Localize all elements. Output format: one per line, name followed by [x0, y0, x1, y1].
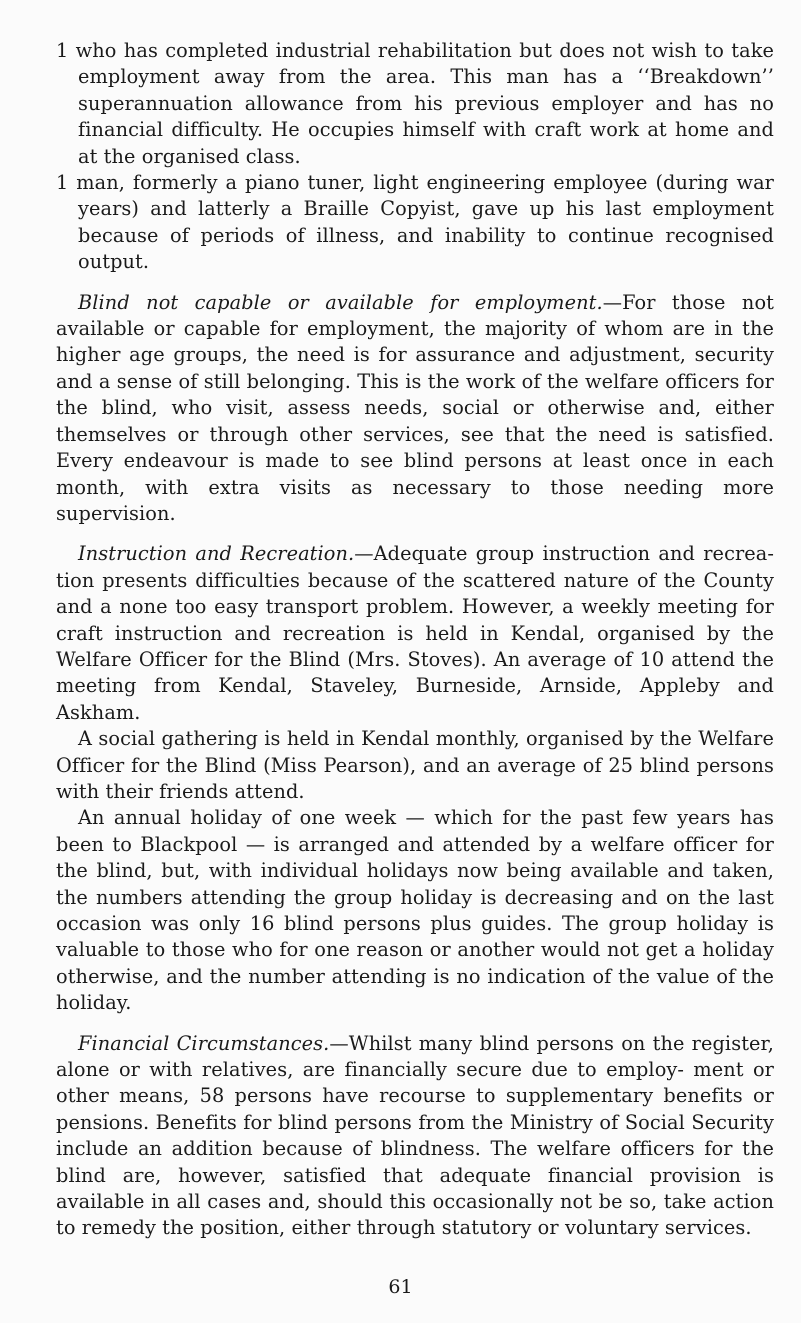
- paragraph-instruction-recreation: [56, 541, 774, 726]
- paragraph-annual-holiday: An annual holiday of one week — which for the past few years has been to Blackpool — is arranged and attended by a welfare officer for the blind, but, with individual holidays now being available and taken, the numbers attending the group holiday is decreasing and on the last occasion was only 16 blind persons plus guides. The group holiday is valuable to those who for one reason or another would not get a holiday otherwise, and the number attending is no indication of the value of the holiday.: [56, 806, 774, 1015]
- page-number: 61: [388, 1276, 413, 1298]
- section-text: —For those not available or capable for employment, the majority of whom are in the higher age groups, the need is for assurance and adjustment, security and a sense of still belonging. This is the work of the welfare officers for the blind, who visit, assess needs, social or otherwise and, either themselves or through other services, see that the need is satisfied. Every endeavour is made to see blind persons at least once in each month, with extra visits as necessary to those needing more supervision.: [56, 290, 774, 525]
- list-item: 1 who has completed industrial rehabilitation but does not wish to take employment away from the area. This man has a ‘‘Breakdown’’ superannuation allowance from his previous employer and has no financial difficulty. He occupies himself with craft work at home and at the organised class.: [56, 39, 774, 168]
- paragraph-social-gathering: A social gathering is held in Kendal monthly, organised by the Welfare Officer for the Blind (Miss Pearson), and an average of 25 blind persons with their friends attend.: [56, 727, 774, 803]
- list-item: 1 man, formerly a piano tuner, light engineering employee (during war years) and latterly a Braille Copyist, gave up his last employment because of periods of illness, and inability to continue recognised output.: [56, 171, 774, 274]
- section-heading: Instruction and Recreation.: [78, 542, 355, 566]
- section-text: —Adequate group instruction and recrea- tion presents difficulties because of the scattered nature of the County and a none too easy transport problem. However, a weekly meeting for craft instruction and recreation is held in Kendal, organised by the Welfare Officer for the Blind (Mrs. Stoves). An average of 10 attend the meeting from Kendal, Staveley, Burneside, Arnside, Appleby and Askham.: [56, 542, 775, 724]
- document-page: [56, 38, 774, 1242]
- section-heading: Financial Circumstances.: [78, 1031, 330, 1055]
- section-text: —Whilst many blind persons on the register, alone or with relatives, are financially secure due to employ- ment or other means, 58 persons have recourse to supplementary benefits or pensions. Benefits for blind persons from the Ministry of Social Security include an addition because of blindness. The welfare officers for the blind are, however, satisfied that adequate financial provision is available in all cases and, should this occasionally not be so, take action to remedy the position, either through statutory or voluntary services.: [56, 1031, 774, 1240]
- section-heading: Blind not capable or available for employment.: [78, 290, 603, 314]
- paragraph-blind-not-capable: [56, 290, 774, 528]
- paragraph-financial-circumstances: [56, 1031, 774, 1242]
